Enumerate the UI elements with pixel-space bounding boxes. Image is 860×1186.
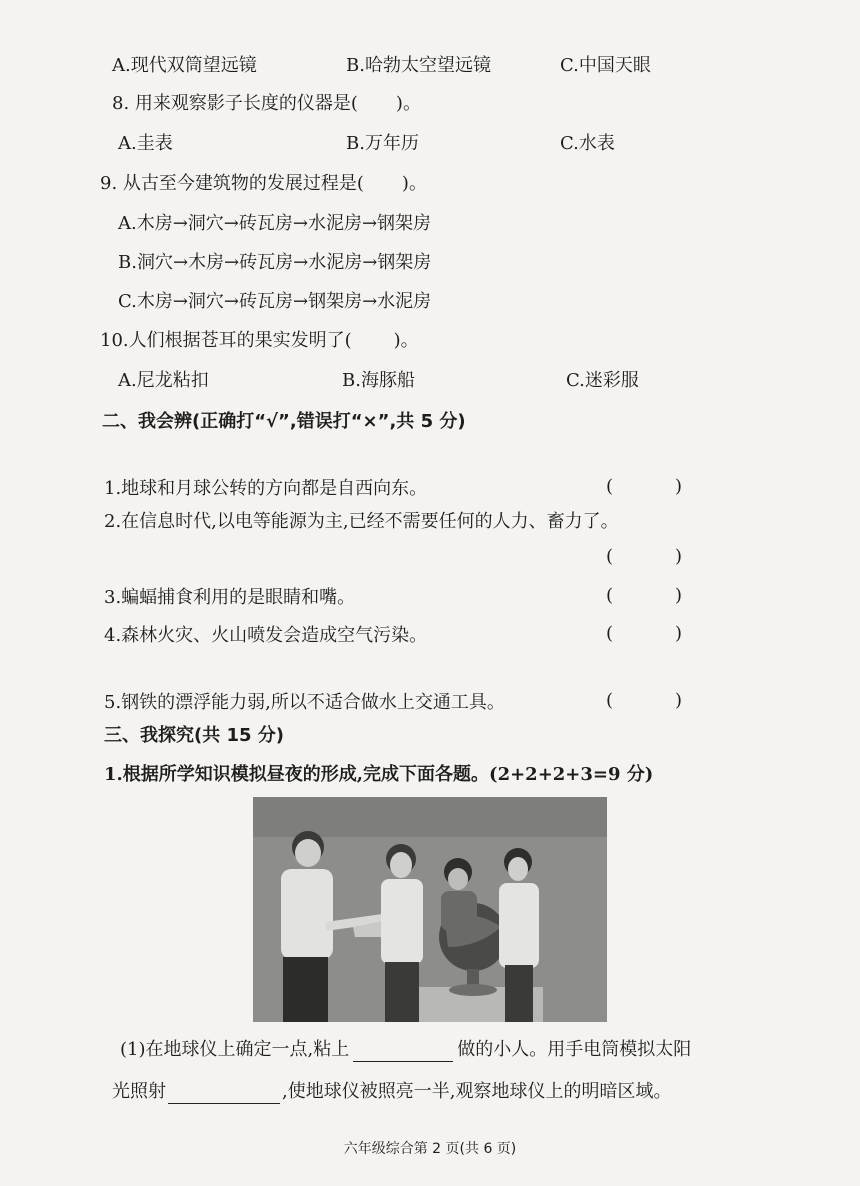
q9-option-b: B.洞穴→木房→砖瓦房→水泥房→钢架房 [118, 252, 432, 273]
q8-stem: 8. 用来观察影子长度的仪器是( [112, 93, 358, 114]
q10-option-b: B.海豚船 [342, 370, 415, 391]
section3-q1-title: 1.根据所学知识模拟昼夜的形成,完成下面各题。(2+2+2+3=9 分) [104, 764, 654, 785]
q10-close: )。 [393, 330, 419, 351]
q8-option-b: B.万年历 [346, 133, 419, 154]
sub1-text-d: ,使地球仪被照亮一半,观察地球仪上的明暗区域。 [282, 1081, 672, 1102]
q10-option-a: A.尼龙粘扣 [118, 370, 209, 391]
sub-question-1-line2 [112, 1080, 671, 1104]
judge-paren-1[interactable] [606, 475, 682, 499]
q7-option-b: B.哈勃太空望远镜 [346, 55, 491, 76]
paren-open: ( [606, 585, 614, 606]
sub1-text-a: (1)在地球仪上确定一点,粘上 [120, 1039, 350, 1060]
judge-paren-2[interactable] [606, 545, 682, 569]
q8-question [112, 92, 421, 116]
q10-option-c: C.迷彩服 [566, 370, 639, 391]
section3-title: 三、我探究(共 15 分) [104, 725, 285, 746]
section2-title: 二、我会辨(正确打“√”,错误打“×”,共 5 分) [102, 411, 466, 432]
photo-illustration [253, 797, 607, 1022]
paren-close: ) [675, 690, 683, 711]
judge-item-3: 3.蝙蝠捕食利用的是眼睛和嘴。 [104, 587, 356, 608]
q7-option-c: C.中国天眼 [560, 55, 651, 76]
paren-open: ( [606, 690, 614, 711]
q9-question [100, 172, 427, 196]
q8-option-a: A.圭表 [118, 133, 173, 154]
q9-option-a: A.木房→洞穴→砖瓦房→水泥房→钢架房 [118, 213, 432, 234]
q9-option-c: C.木房→洞穴→砖瓦房→钢架房→水泥房 [118, 291, 432, 312]
judge-paren-3[interactable] [606, 584, 682, 608]
paren-open: ( [606, 476, 614, 497]
paren-open: ( [606, 546, 614, 567]
q9-close: )。 [401, 173, 427, 194]
judge-paren-4[interactable] [606, 622, 682, 646]
q8-close: )。 [395, 93, 421, 114]
judge-item-1: 1.地球和月球公转的方向都是自西向东。 [104, 478, 428, 499]
blank-material[interactable] [353, 1041, 453, 1062]
q8-option-c: C.水表 [560, 133, 615, 154]
judge-item-4: 4.森林火灾、火山喷发会造成空气污染。 [104, 625, 428, 646]
sub1-text-c: 光照射 [112, 1081, 166, 1102]
judge-item-2: 2.在信息时代,以电等能源为主,已经不需要任何的人力、畜力了。 [104, 511, 619, 532]
q10-stem: 10.人们根据苍耳的果实发明了( [100, 330, 352, 351]
sub-question-1-line1 [120, 1038, 691, 1062]
paren-close: ) [675, 476, 683, 497]
paren-close: ) [675, 585, 683, 606]
globe-experiment-photo [253, 797, 607, 1022]
q10-question [100, 329, 419, 353]
page-footer: 六年级综合第 2 页(共 6 页) [343, 1141, 517, 1157]
paren-close: ) [675, 546, 683, 567]
blank-light-target[interactable] [168, 1083, 280, 1104]
sub1-text-b: 做的小人。用手电筒模拟太阳 [457, 1039, 692, 1060]
judge-item-5: 5.钢铁的漂浮能力弱,所以不适合做水上交通工具。 [104, 692, 505, 713]
judge-paren-5[interactable] [606, 689, 682, 713]
q7-option-a: A.现代双筒望远镜 [112, 55, 257, 76]
paren-open: ( [606, 623, 614, 644]
q9-stem: 9. 从古至今建筑物的发展过程是( [100, 173, 364, 194]
paren-close: ) [675, 623, 683, 644]
